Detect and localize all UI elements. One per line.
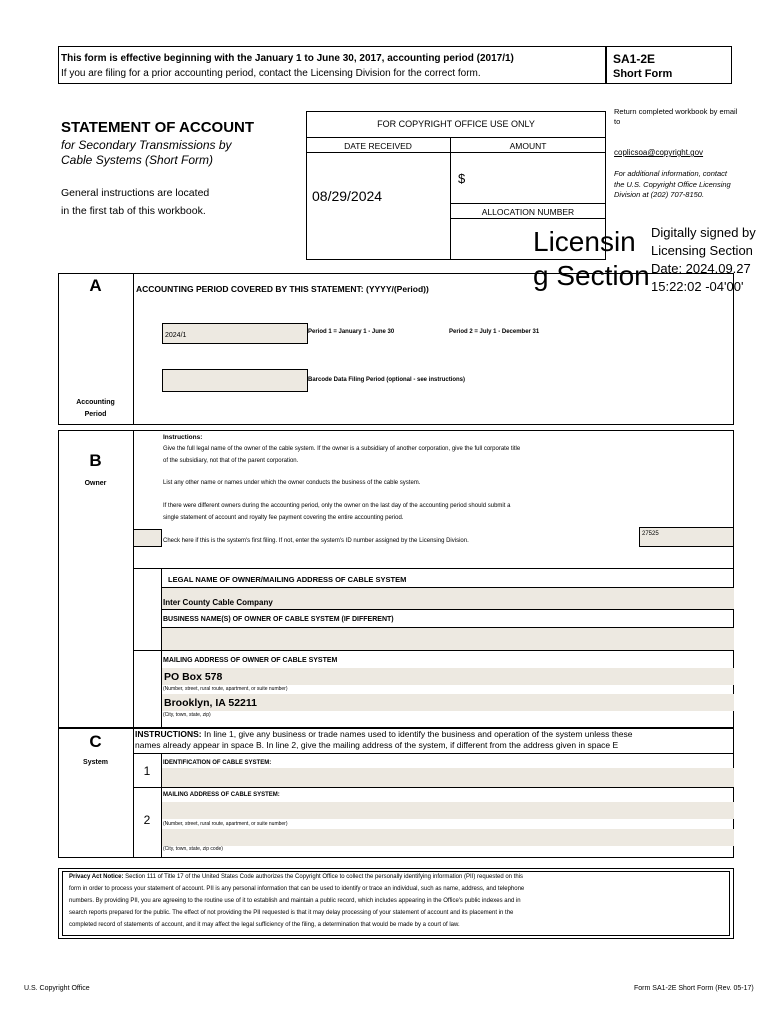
footer-left: U.S. Copyright Office	[24, 985, 90, 992]
period-1-note: Period 1 = January 1 - June 30	[308, 329, 395, 335]
privacy-line-2: form in order to process your statement of account. PII is any personal information that can be used to identify or trace an individual, such as name, address, and telephone	[69, 886, 525, 892]
system-id-input[interactable]: 27525	[639, 527, 734, 547]
date-received-label: DATE RECEIVED	[344, 141, 412, 151]
owner-instruction-3: If there were different owners during the accounting period, only the owner on the last day of the accounting period should submit a	[163, 503, 511, 509]
additional-info: For additional information, contact the U.S. Copyright Office Licensing Division at (202) 707-8150.	[614, 169, 731, 199]
amount-label: AMOUNT	[509, 141, 547, 151]
form-code-box	[606, 46, 732, 84]
signature-time: 15:22:02 -04'00'	[651, 279, 744, 294]
section-a-label2: Period	[84, 411, 107, 418]
section-b-label: Owner	[84, 480, 107, 487]
system-mailing-label: MAILING ADDRESS OF CABLE SYSTEM:	[163, 792, 280, 798]
office-use-heading: FOR COPYRIGHT OFFICE USE ONLY	[377, 119, 535, 129]
legal-name-input[interactable]: Inter County Cable Company	[162, 588, 734, 609]
privacy-line-1: Privacy Act Notice: Section 111 of Title 17 of the United States Code authorizes the Copyright Office to collect the personally identifying information (PII) requested on this	[69, 874, 524, 880]
accounting-period-input[interactable]: 2024/1	[162, 323, 308, 344]
effective-line: This form is effective beginning with the January 1 to June 30, 2017, accounting period (2017/1)	[61, 53, 514, 64]
signature-name-line2: g Section	[533, 260, 650, 291]
privacy-line-5: completed record of statements of account, and it may affect the legal sufficiency of the filing, a determination that would be made by a court of law.	[69, 922, 460, 928]
return-instructions: Return completed workbook by email to	[614, 107, 738, 126]
section-a-letter: A	[89, 276, 102, 295]
privacy-line-3: numbers. By providing PII, you are agreeing to the routine use of it to establish and maintain a public record, which includes appearing in the Office's public indexes and in	[69, 898, 521, 904]
owner-instructions-heading: Instructions:	[163, 434, 203, 441]
signature-name-line1: Licensin	[533, 226, 636, 257]
system-city-input[interactable]	[162, 829, 734, 846]
owner-mailing-label: MAILING ADDRESS OF OWNER OF CABLE SYSTEM	[163, 657, 338, 664]
signature-date: Date: 2024.09.27	[651, 261, 751, 276]
system-identification-label: IDENTIFICATION OF CABLE SYSTEM:	[163, 760, 272, 766]
system-street-hint: (Number, street, rural route, apartment, or suite number)	[163, 821, 288, 827]
general-instructions-2: in the first tab of this workbook.	[61, 205, 206, 217]
amount-symbol: $	[458, 171, 466, 186]
section-c-label: System	[83, 759, 108, 766]
signature-digital-line2: Licensing Section	[651, 243, 753, 258]
section-c-letter: C	[89, 732, 102, 751]
signature-digital-line1: Digitally signed by	[651, 225, 756, 240]
owner-instruction-2: List any other name or names under which the owner conducts the business of the cable system.	[163, 480, 421, 486]
line-1-number: 1	[143, 764, 151, 778]
owner-street-hint: (Number, street, rural route, apartment, or suite number)	[163, 686, 288, 692]
first-filing-checkbox[interactable]	[133, 529, 162, 547]
line-2-number: 2	[143, 813, 151, 827]
owner-instruction-3b: single statement of account and royalty fee payment covering the entire accounting period.	[163, 515, 404, 521]
first-filing-label: Check here if this is the system's first filing. If not, enter the system's ID number assigned by the Licensing Division.	[163, 538, 469, 544]
subtitle-1: for Secondary Transmissions by	[61, 138, 232, 152]
owner-instruction-1b: of the subsidiary, not that of the parent corporation.	[163, 458, 299, 464]
system-identification-input[interactable]	[162, 768, 734, 787]
owner-city-input[interactable]: Brooklyn, IA 52211	[162, 694, 734, 711]
barcode-period-input[interactable]	[162, 369, 308, 392]
system-instructions: INSTRUCTIONS: In line 1, give any business or trade names used to identify the business and operation of the system unless these names already appear in space B. In line 2, give the mailing address of the system, if different from the address given in space E	[135, 729, 633, 750]
allocation-label: ALLOCATION NUMBER	[481, 207, 575, 217]
owner-street-input[interactable]: PO Box 578	[162, 668, 734, 685]
barcode-period-label: Barcode Data Filing Period (optional - see instructions)	[308, 377, 466, 383]
footer-right: Form SA1-2E Short Form (Rev. 05-17)	[634, 985, 754, 992]
section-b-letter: B	[89, 451, 102, 470]
prior-period-line: If you are filing for a prior accounting period, contact the Licensing Division for the correct form.	[61, 68, 481, 79]
accounting-period-heading: ACCOUNTING PERIOD COVERED BY THIS STATEMENT: (YYYY/(Period))	[136, 284, 429, 294]
date-received: 08/29/2024	[312, 188, 383, 204]
email-link[interactable]: coplicsoa@copyright.gov	[614, 148, 704, 157]
subtitle-2: Cable Systems (Short Form)	[61, 153, 214, 167]
privacy-line-4: search reports prepared for the public. The effect of not providing the PII requested is that it may delay processing of your statement of account and its placement in the	[69, 910, 514, 916]
system-street-input[interactable]	[162, 802, 734, 819]
form-code: SA1-2E	[613, 52, 656, 66]
owner-instruction-1: Give the full legal name of the owner of the cable system. If the owner is a subsidiary of another corporation, give the full corporate title	[163, 446, 521, 452]
section-a-label1: Accounting	[76, 399, 115, 406]
business-names-label: BUSINESS NAME(S) OF OWNER OF CABLE SYSTEM (IF DIFFERENT)	[163, 616, 394, 623]
form-type: Short Form	[613, 68, 673, 80]
business-names-input[interactable]	[162, 628, 734, 650]
period-2-note: Period 2 = July 1 - December 31	[449, 329, 540, 335]
legal-name-label: LEGAL NAME OF OWNER/MAILING ADDRESS OF CABLE SYSTEM	[168, 575, 407, 584]
section-a	[58, 273, 734, 425]
page-title: STATEMENT OF ACCOUNT	[61, 119, 255, 136]
system-city-hint: (City, town, state, zip code)	[163, 846, 223, 852]
effective-notice-box	[58, 46, 606, 84]
general-instructions-1: General instructions are located	[61, 187, 210, 199]
owner-city-hint: (City, town, state, zip)	[163, 712, 211, 718]
